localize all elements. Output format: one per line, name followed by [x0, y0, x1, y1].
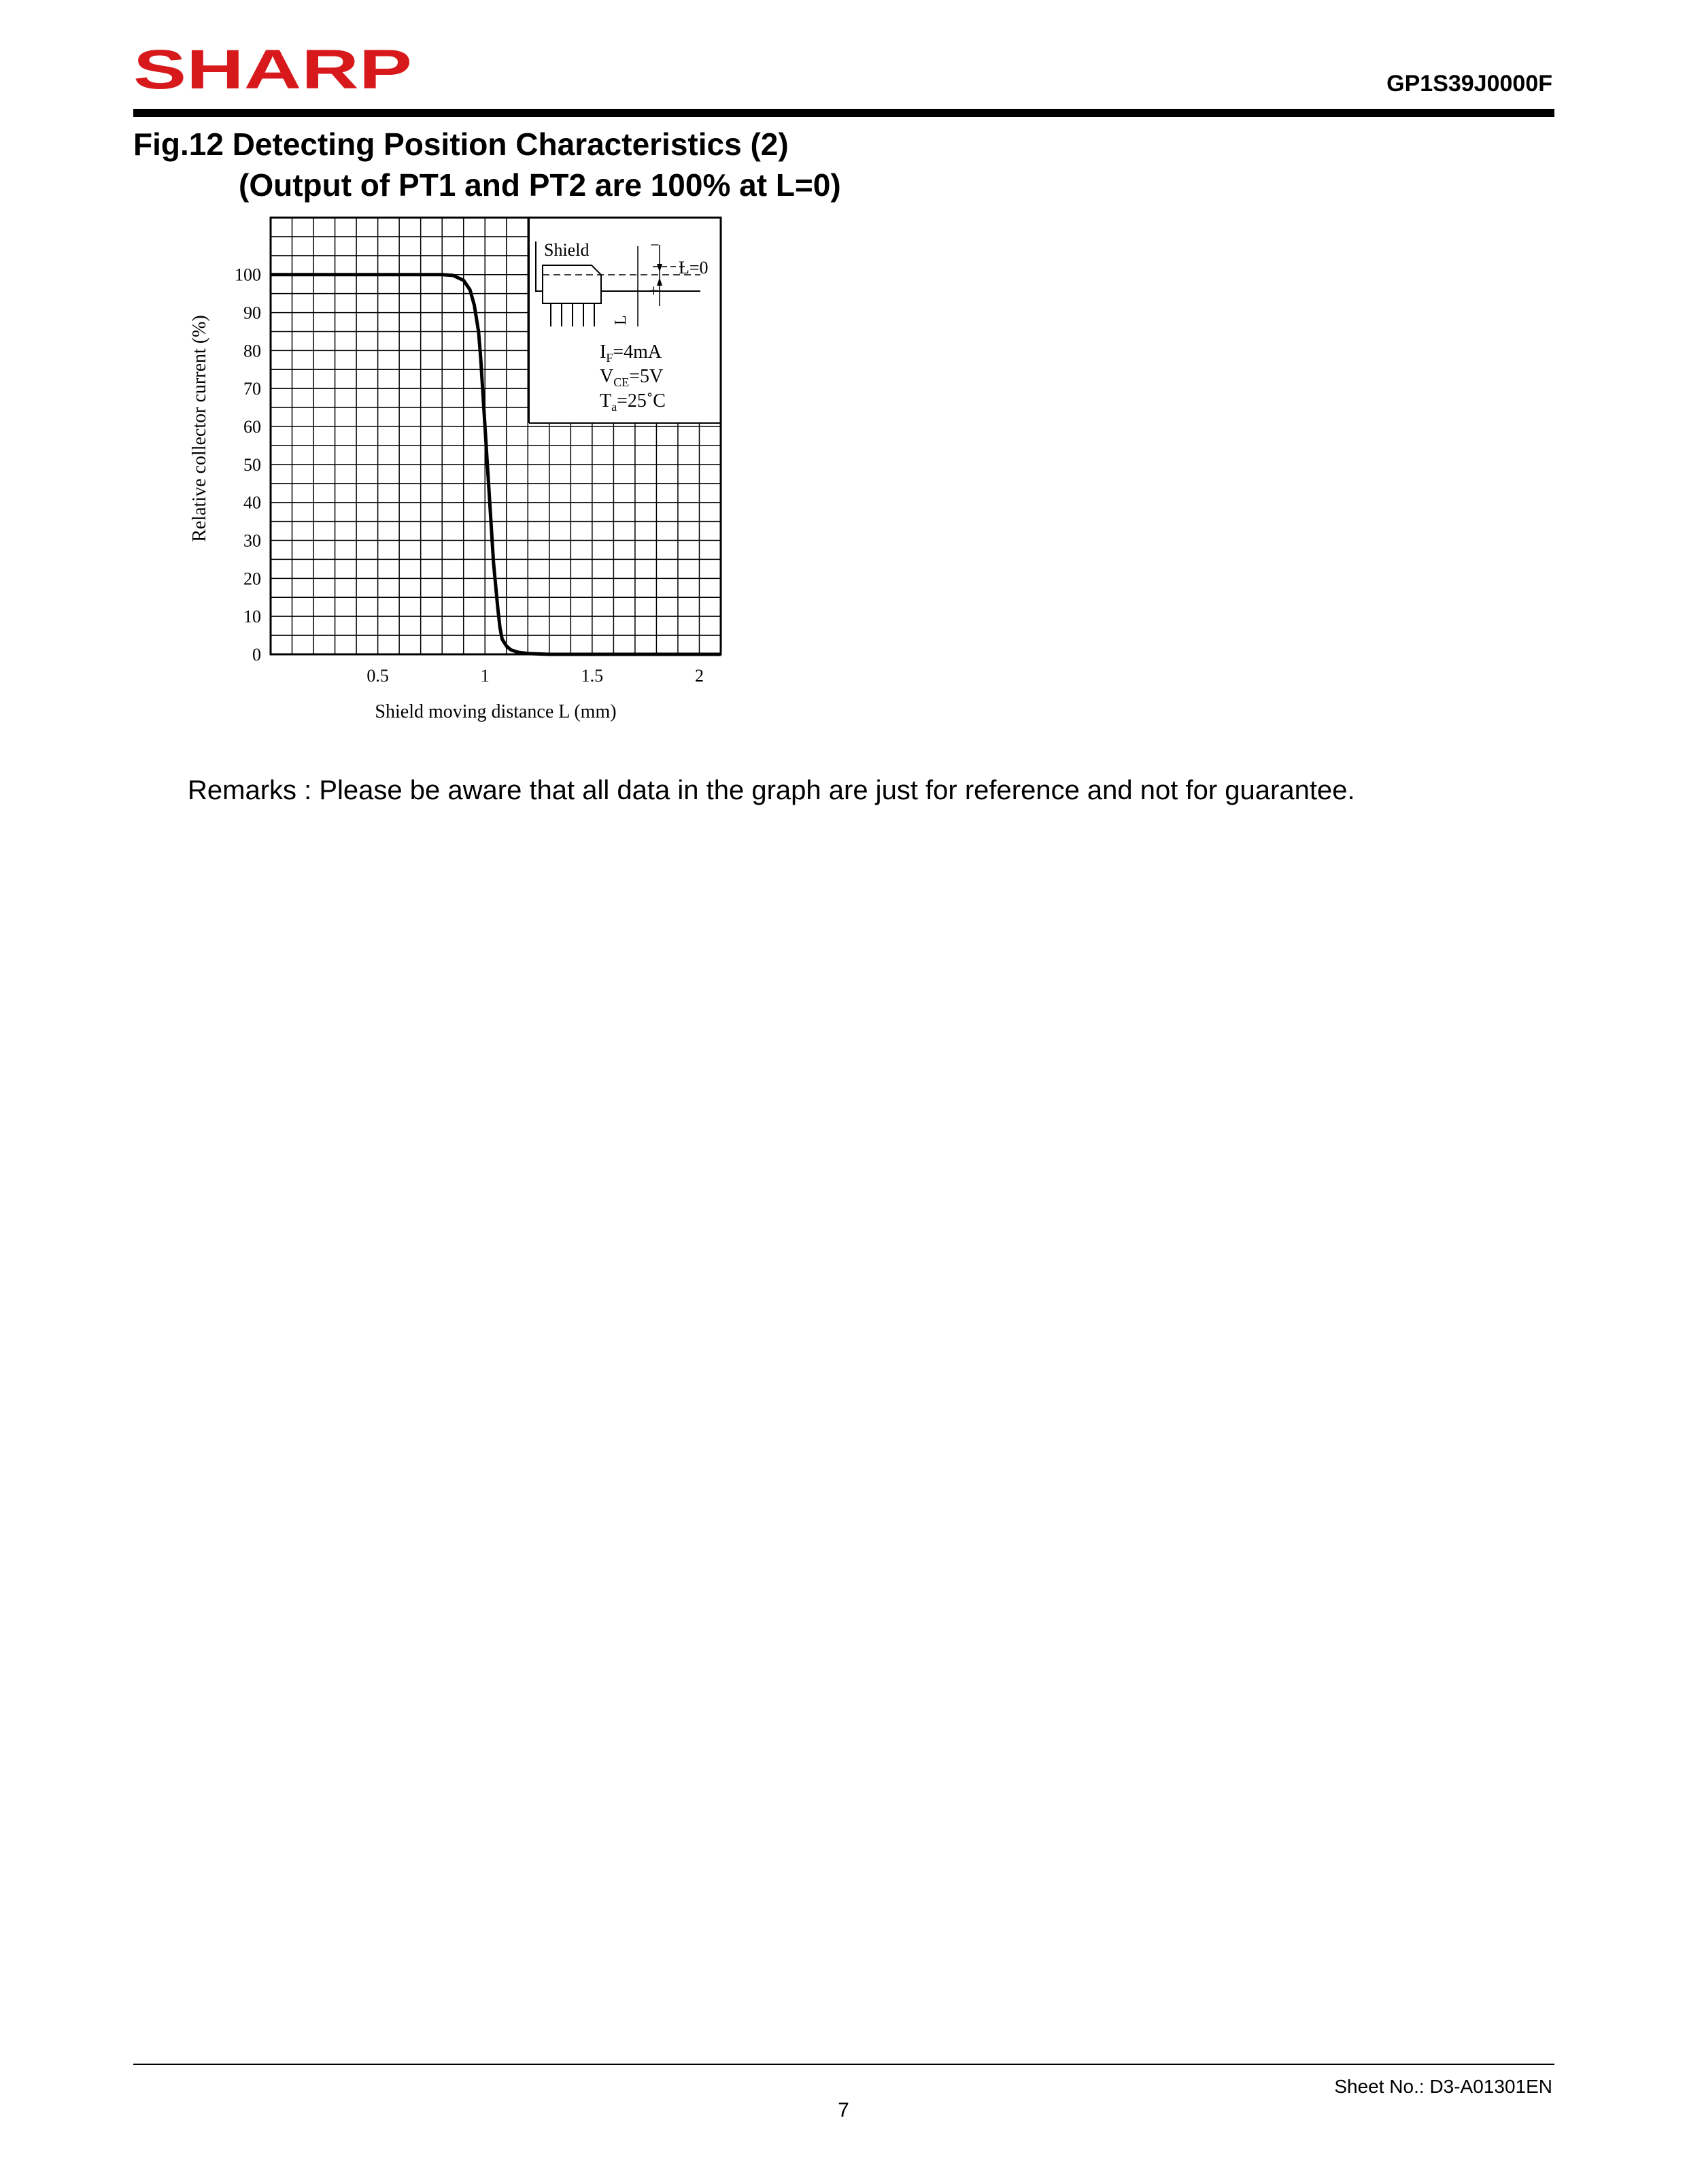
y-tick-label: 70: [243, 379, 261, 399]
sharp-logo: [133, 41, 419, 95]
condition-symbol: T: [600, 390, 612, 411]
y-tick-label: 80: [243, 341, 261, 361]
x-tick-label: 0.5: [367, 666, 389, 686]
condition-value: =25˚C: [617, 390, 666, 411]
condition-value: =4mA: [613, 341, 662, 363]
condition-subscript: F: [606, 351, 613, 365]
condition-subscript: a: [611, 400, 617, 414]
y-tick-label: 0: [252, 645, 261, 665]
x-axis-label: Shield moving distance L (mm): [375, 701, 617, 722]
y-tick-label: 50: [243, 454, 261, 475]
plus-sign: +: [649, 281, 659, 301]
l-label: L: [612, 315, 630, 325]
detecting-position-chart: [184, 204, 796, 748]
figure-title-line1: Fig.12 Detecting Position Characteristics (2): [133, 127, 789, 162]
condition-text: [600, 390, 666, 414]
test-conditions: [600, 341, 666, 414]
y-tick-label: 40: [243, 492, 261, 513]
y-tick-label: 60: [243, 417, 261, 437]
footer-rule: [133, 2064, 1554, 2065]
minus-sign: −: [650, 237, 660, 254]
y-tick-labels: [235, 265, 261, 665]
figure-title-line2: (Output of PT1 and PT2 are 100% at L=0): [239, 167, 841, 203]
y-tick-label: 10: [243, 607, 261, 627]
header-rule: [133, 109, 1554, 117]
y-tick-label: 90: [243, 303, 261, 323]
sensor-body: [543, 265, 601, 303]
condition-text: [600, 366, 663, 389]
sharp-logo-text: SHARP: [133, 41, 412, 95]
page-number: 7: [838, 2099, 849, 2121]
x-tick-label: 1: [480, 666, 490, 686]
y-tick-label: 30: [243, 531, 261, 551]
figure-title: [133, 124, 841, 205]
condition-subscript: CE: [613, 375, 630, 389]
x-tick-label: 2: [694, 666, 704, 686]
remarks-text: Remarks : Please be aware that all data in the graph are just for reference and not for guarantee.: [188, 775, 1355, 805]
condition-value: =5V: [629, 366, 664, 387]
l0-label: L=0: [679, 258, 709, 278]
sheet-number: Sheet No.: D3-A01301EN: [1334, 2076, 1552, 2097]
condition-symbol: V: [600, 366, 614, 387]
y-tick-label: 20: [243, 569, 261, 589]
y-axis-label: Relative collector current (%): [189, 315, 210, 542]
y-tick-label: 100: [235, 265, 261, 285]
condition-symbol: I: [600, 341, 607, 363]
x-tick-label: 1.5: [581, 666, 604, 686]
x-tick-labels: [367, 666, 704, 686]
part-number: GP1S39J0000F: [1386, 71, 1552, 97]
shield-label: Shield: [544, 240, 590, 260]
